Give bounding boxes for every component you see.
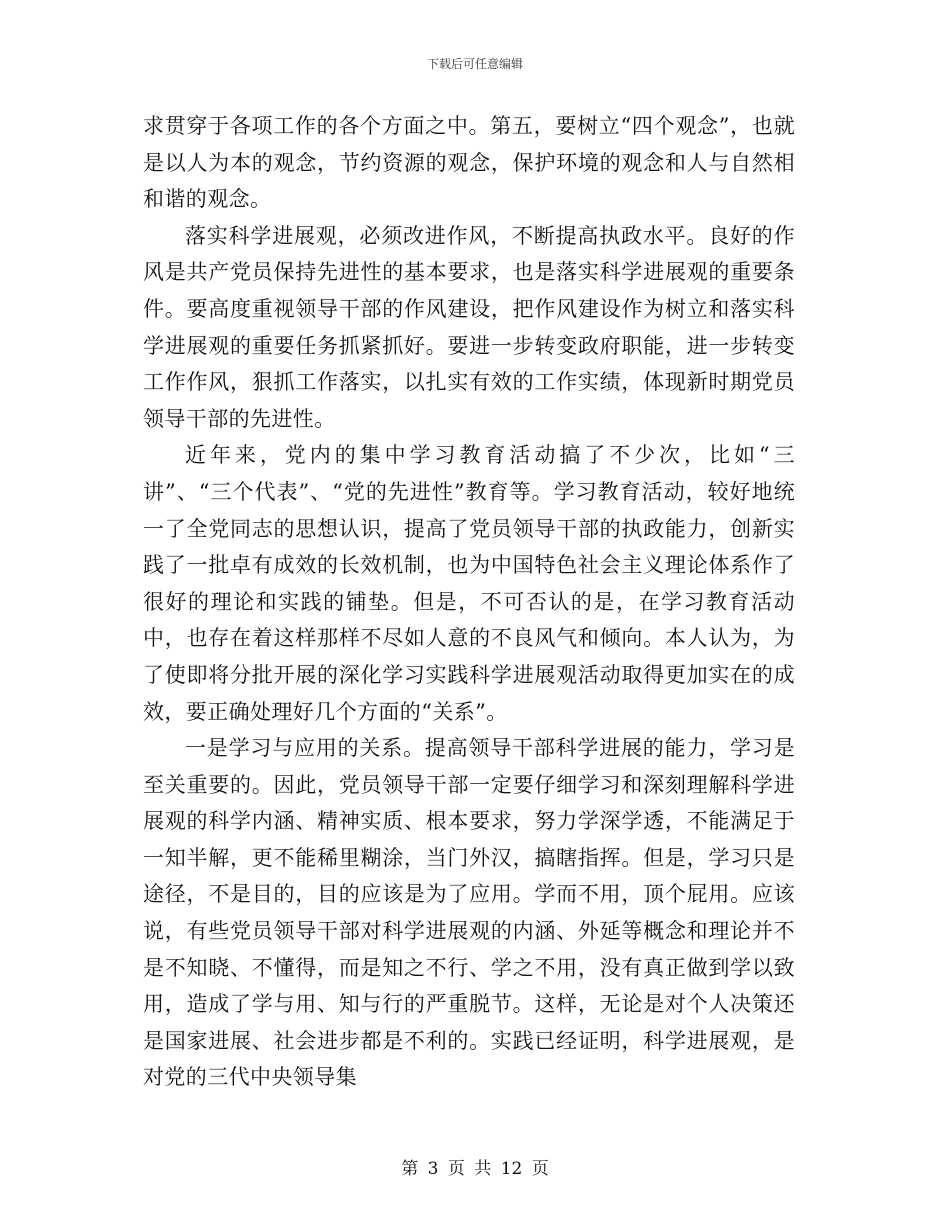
paragraph-1: 求贯穿于各项工作的各个方面之中。第五，要树立“四个观念”，也就是以人为本的观念，节约资源的观念，保护环境的观念和人与自然相和谐的观念。 bbox=[143, 114, 795, 212]
document-body bbox=[143, 108, 795, 1096]
paragraph-2: 落实科学进展观，必须改进作风，不断提高执政水平。良好的作风是共产党员保持先进性的基本要求，也是落实科学进展观的重要条件。要高度重视领导干部的作风建设，把作风建设作为树立和落实科学进展观的重要任务抓紧抓好。要进一步转变政府职能，进一步转变工作作风，狠抓工作落实，以扎实有效的工作实绩，体现新时期党员领导干部的先进性。 bbox=[143, 223, 795, 431]
page-number-footer: 第 3 页 共 12 页 bbox=[401, 1159, 549, 1179]
paragraph-4: 一是学习与应用的关系。提高领导干部科学进展的能力，学习是至关重要的。因此，党员领导干部一定要仔细学习和深刻理解科学进展观的科学内涵、精神实质、根本要求，努力学深学透，不能满足于一知半解，更不能稀里糊涂，当门外汉，搞瞎指挥。但是，学习只是途径，不是目的，目的应该是为了应用。学而不用，顶个屁用。应该说，有些党员领导干部对科学进展观的内涵、外延等概念和理论并不是不知晓、不懂得，而是知之不行、学之不用，没有真正做到学以致用，造成了学与用、知与行的严重脱节。这样，无论是对个人决策还是国家进展、社会进步都是不利的。实践已经证明，科学进展观，是对党的三代中央领导集 bbox=[143, 736, 795, 1090]
page-header: 下载后可任意编辑 bbox=[426, 57, 523, 71]
paragraph-3: 近年来，党内的集中学习教育活动搞了不少次，比如“三讲”、“三个代表”、“党的先进性”教育等。学习教育活动，较好地统一了全党同志的思想认识，提高了党员领导干部的执政能力，创新实践了一批卓有成效的长效机制，也为中国特色社会主义理论体系作了很好的理论和实践的铺垫。但是，不可否认的是，在学习教育活动中，也存在着这样那样不尽如人意的不良风气和倾向。本人认为，为了使即将分批开展的深化学习实践科学进展观活动取得更加实在的成效，要正确处理好几个方面的“关系”。 bbox=[143, 443, 795, 724]
